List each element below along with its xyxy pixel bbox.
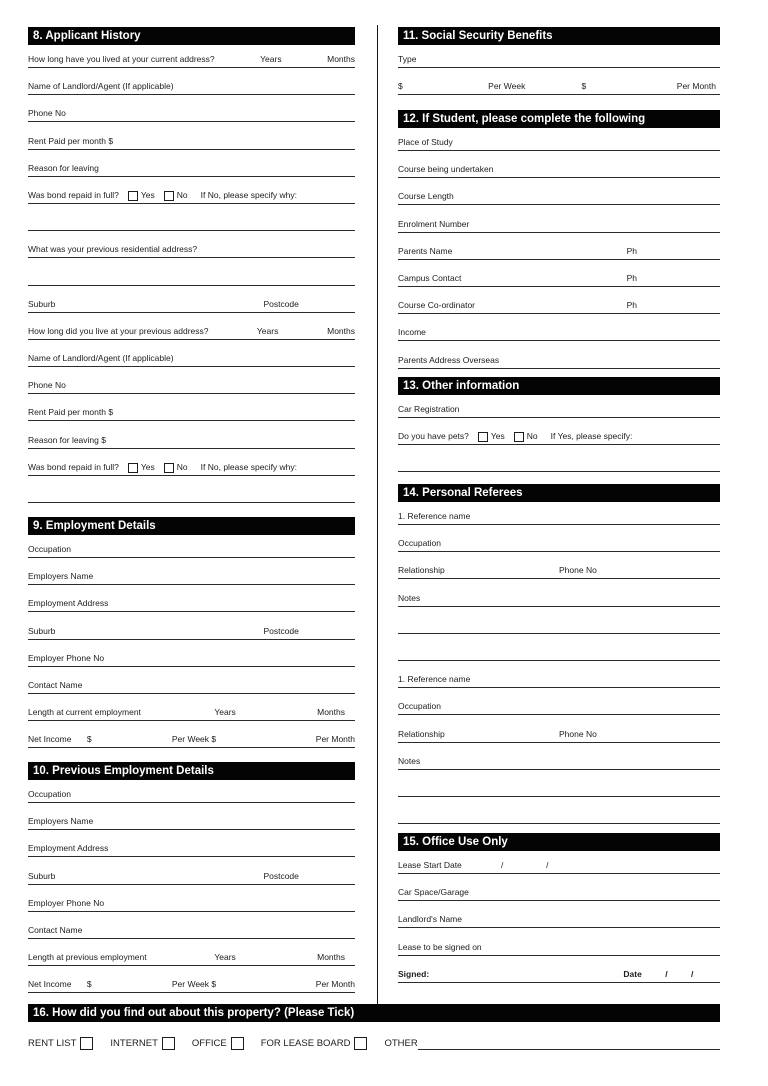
tick-option-label: OFFICE [191, 1038, 227, 1049]
blank-write-line[interactable] [398, 445, 720, 472]
field-sublabel: Postcode [263, 625, 299, 636]
field-employers-name[interactable] [28, 558, 355, 585]
field-car-space-garage[interactable] [398, 874, 720, 901]
tick-option-label: OTHER [384, 1038, 418, 1049]
field-occupation[interactable] [398, 525, 720, 552]
field-label: Occupation [28, 544, 71, 554]
checkbox-internet[interactable] [162, 1037, 175, 1050]
field-label: Phone No [28, 380, 66, 391]
field-label: Was bond repaid in full? [28, 461, 119, 472]
field-label: Length at previous employment [28, 952, 147, 963]
field-label: Suburb [28, 870, 56, 881]
blank-write-line[interactable] [398, 770, 720, 797]
field-sublabel: Months [317, 707, 345, 718]
field-phone-no[interactable] [28, 95, 355, 122]
field-sublabel: Per Month [315, 734, 355, 745]
checkbox-label: Yes [490, 431, 505, 442]
checkbox-label: No [176, 189, 188, 200]
field-1-reference-name[interactable] [398, 502, 720, 525]
field-label: Parents Name [398, 245, 453, 256]
field-label: Length at current employment [28, 707, 141, 718]
field-label: Course Co-ordinator [398, 300, 476, 311]
field-signed[interactable] [398, 956, 720, 983]
other-write-line[interactable] [418, 1037, 720, 1050]
field-label: Was bond repaid in full? [28, 189, 119, 200]
checkbox-was-bond-repaid-in-full-no[interactable] [164, 463, 174, 473]
field-sublabel: Years [260, 54, 282, 64]
field-enrolment-number[interactable] [398, 205, 720, 232]
tick-option-label: FOR LEASE BOARD [260, 1038, 351, 1049]
field-sublabel: Months [327, 54, 355, 64]
field-label: Employers Name [28, 571, 94, 582]
blank-write-line[interactable] [28, 476, 355, 503]
field-sublabel: Phone No [559, 565, 597, 576]
field-sublabel: / [665, 968, 668, 979]
checkbox-label: No [176, 461, 188, 472]
section-header: 13. Other information [398, 377, 720, 395]
field-label: Car Space/Garage [398, 887, 469, 898]
field-sublabel: $ [581, 81, 587, 92]
tick-option-label: RENT LIST [28, 1038, 77, 1049]
field-contact-name[interactable] [28, 912, 355, 939]
section-9-employment-details [28, 517, 355, 748]
field-suburb[interactable] [28, 612, 355, 639]
blank-write-line[interactable] [28, 258, 355, 285]
field-sublabel: Per Month [315, 979, 355, 990]
field-relationship[interactable] [398, 715, 720, 742]
field-sublabel: Months [327, 325, 355, 336]
field-sublabel: $ [86, 734, 92, 745]
field-lease-start-date[interactable] [398, 851, 720, 874]
checkbox-label: Yes [140, 189, 155, 200]
field-sublabel: Years [214, 707, 236, 718]
field-label: How long have you lived at your current address? [28, 54, 215, 64]
section-header: 12. If Student, please complete the following [398, 110, 720, 128]
checkbox-was-bond-repaid-in-full-no[interactable] [164, 191, 174, 201]
field-sublabel: Per Month [676, 81, 716, 92]
field-label: Notes [398, 755, 421, 766]
field-label: Rent Paid per month $ [28, 407, 114, 418]
field-1-reference-name[interactable] [398, 661, 720, 688]
field-how-long-did-you-live-at-your-previous-address[interactable] [28, 313, 355, 340]
section-header: 9. Employment Details [28, 517, 355, 535]
field-reason-for-leaving[interactable] [28, 150, 355, 177]
field-label: How long did you live at your previous address? [28, 325, 209, 336]
field-relationship[interactable] [398, 552, 720, 579]
section-11-social-security-benefits [398, 27, 720, 95]
field-was-bond-repaid-in-full[interactable] [28, 449, 355, 476]
field-sublabel: Ph [626, 245, 638, 256]
field-label: Course Length [398, 191, 454, 202]
field-length-at-current-employment[interactable] [28, 694, 355, 721]
section-header: 8. Applicant History [28, 27, 355, 45]
field-length-at-previous-employment[interactable] [28, 939, 355, 966]
field-label: Reason for leaving $ [28, 434, 106, 445]
field-hint: If No, please specify why: [200, 189, 298, 200]
field-suburb[interactable] [28, 286, 355, 313]
field-label: Occupation [398, 701, 441, 712]
field-place-of-study[interactable] [398, 128, 720, 151]
field-sublabel: Date [623, 968, 642, 979]
field-label: Name of Landlord/Agent (If applicable) [28, 353, 174, 364]
field-sublabel: $ [86, 979, 92, 990]
section-10-previous-employment-details [28, 762, 355, 993]
field-occupation[interactable] [28, 780, 355, 803]
field-sublabel: Ph [626, 272, 638, 283]
field-employers-name[interactable] [28, 803, 355, 830]
field-employer-phone-no[interactable] [28, 885, 355, 912]
field-rent-paid-per-month[interactable] [28, 122, 355, 149]
field-sublabel: Years [214, 952, 236, 963]
field-label: Parents Address Overseas [398, 354, 500, 365]
field-label: Do you have pets? [398, 431, 469, 442]
field-sublabel: Per Week [488, 81, 526, 92]
tick-options-row [28, 1035, 720, 1050]
field-line[interactable] [398, 68, 720, 95]
field-label: Landlord's Name [398, 914, 462, 925]
field-do-you-have-pets[interactable] [398, 418, 720, 445]
field-label: Course being undertaken [398, 164, 494, 175]
field-label: What was your previous residential address? [28, 244, 198, 255]
checkbox-rent-list[interactable] [80, 1037, 93, 1050]
field-landlord-s-name[interactable] [398, 901, 720, 928]
field-label: Employer Phone No [28, 897, 105, 908]
field-name-of-landlord-agent-if-applicable[interactable] [28, 68, 355, 95]
field-course-co-ordinator[interactable] [398, 287, 720, 314]
field-label: Relationship [398, 728, 445, 739]
field-label: 1. Reference name [398, 511, 471, 521]
field-label: 1. Reference name [398, 674, 471, 685]
field-label: Employer Phone No [28, 652, 105, 663]
field-sublabel: / [546, 860, 549, 870]
checkbox-was-bond-repaid-in-full-yes[interactable] [128, 463, 138, 473]
field-label: Net Income [28, 734, 72, 745]
field-label: Type [398, 54, 417, 64]
field-label: Phone No [28, 108, 66, 119]
section-13-other-information [398, 377, 720, 472]
field-sublabel: Postcode [263, 298, 299, 309]
field-label: Occupation [398, 538, 441, 549]
field-label: Employment Address [28, 843, 109, 854]
blank-write-line[interactable] [398, 634, 720, 661]
field-label: Contact Name [28, 924, 83, 935]
checkbox-label: Yes [140, 461, 155, 472]
field-sublabel: Per Week $ [171, 979, 217, 990]
field-sublabel: Ph [626, 300, 638, 311]
checkbox-do-you-have-pets-yes[interactable] [478, 432, 488, 442]
section-header: 15. Office Use Only [398, 833, 720, 851]
field-course-being-undertaken[interactable] [398, 151, 720, 178]
field-label: Place of Study [398, 137, 453, 147]
checkbox-do-you-have-pets-no[interactable] [514, 432, 524, 442]
field-how-long-have-you-lived-at-your-current-address[interactable] [28, 45, 355, 68]
section-header: 10. Previous Employment Details [28, 762, 355, 780]
section-16-header: 16. How did you find out about this property? (Please Tick) [28, 1004, 720, 1022]
field-hint: If No, please specify why: [200, 461, 298, 472]
field-suburb[interactable] [28, 857, 355, 884]
field-label: Suburb [28, 625, 56, 636]
field-parents-address-overseas[interactable] [398, 341, 720, 368]
field-label: Car Registration [398, 404, 460, 414]
field-was-bond-repaid-in-full[interactable] [28, 177, 355, 204]
field-notes[interactable] [398, 579, 720, 606]
field-label: $ [398, 81, 403, 92]
field-sublabel: Phone No [559, 728, 597, 739]
field-label: Campus Contact [398, 272, 462, 283]
field-campus-contact[interactable] [398, 260, 720, 287]
field-sublabel: Months [317, 952, 345, 963]
field-sublabel: Years [256, 325, 279, 336]
field-employment-address[interactable] [28, 585, 355, 612]
section-16-how-did-you-find-out [28, 1004, 720, 1050]
blank-write-line[interactable] [28, 204, 355, 231]
field-label: Employment Address [28, 598, 109, 609]
field-contact-name[interactable] [28, 667, 355, 694]
field-reason-for-leaving[interactable] [28, 421, 355, 448]
field-label: Occupation [28, 789, 71, 799]
field-phone-no[interactable] [28, 367, 355, 394]
blank-write-line[interactable] [398, 797, 720, 824]
field-notes[interactable] [398, 743, 720, 770]
field-label: Notes [398, 592, 421, 603]
field-sublabel: Postcode [263, 870, 299, 881]
field-parents-name[interactable] [398, 233, 720, 260]
section-14-personal-referees [398, 484, 720, 824]
field-label: Enrolment Number [398, 218, 470, 229]
field-sublabel: / [691, 968, 694, 979]
field-label: Rent Paid per month $ [28, 135, 114, 146]
checkbox-office[interactable] [231, 1037, 244, 1050]
field-net-income[interactable] [28, 966, 355, 993]
field-label: Signed: [398, 968, 430, 979]
field-sublabel: / [501, 860, 504, 870]
section-header: 14. Personal Referees [398, 484, 720, 502]
section-15-office-use-only [398, 833, 720, 983]
field-lease-to-be-signed-on[interactable] [398, 928, 720, 955]
field-label: Income [398, 327, 426, 338]
field-course-length[interactable] [398, 178, 720, 205]
tick-option-label: INTERNET [110, 1038, 158, 1049]
field-car-registration[interactable] [398, 395, 720, 418]
field-type[interactable] [398, 45, 720, 68]
field-label: Reason for leaving [28, 162, 99, 173]
field-label: Contact Name [28, 679, 83, 690]
field-sublabel: Per Week $ [171, 734, 217, 745]
field-label: Lease to be signed on [398, 941, 482, 952]
field-label: Net Income [28, 979, 72, 990]
field-what-was-your-previous-residential-address[interactable] [28, 231, 355, 258]
checkbox-label: No [526, 431, 538, 442]
field-label: Name of Landlord/Agent (If applicable) [28, 81, 174, 92]
field-name-of-landlord-agent-if-applicable[interactable] [28, 340, 355, 367]
field-net-income[interactable] [28, 721, 355, 748]
checkbox-was-bond-repaid-in-full-yes[interactable] [128, 191, 138, 201]
section-8-applicant-history [28, 27, 355, 503]
field-hint: If Yes, please specify: [550, 431, 633, 442]
column-divider [377, 25, 378, 1004]
field-occupation[interactable] [28, 535, 355, 558]
field-employer-phone-no[interactable] [28, 640, 355, 667]
field-label: Suburb [28, 298, 56, 309]
field-occupation[interactable] [398, 688, 720, 715]
field-employment-address[interactable] [28, 830, 355, 857]
section-header: 11. Social Security Benefits [398, 27, 720, 45]
checkbox-for-lease-board[interactable] [354, 1037, 367, 1050]
field-label: Lease Start Date [398, 860, 462, 870]
section-12-if-student-please-complete-the-following [398, 110, 720, 369]
field-rent-paid-per-month[interactable] [28, 394, 355, 421]
field-label: Employers Name [28, 816, 94, 827]
field-label: Relationship [398, 565, 445, 576]
field-income[interactable] [398, 314, 720, 341]
blank-write-line[interactable] [398, 607, 720, 634]
